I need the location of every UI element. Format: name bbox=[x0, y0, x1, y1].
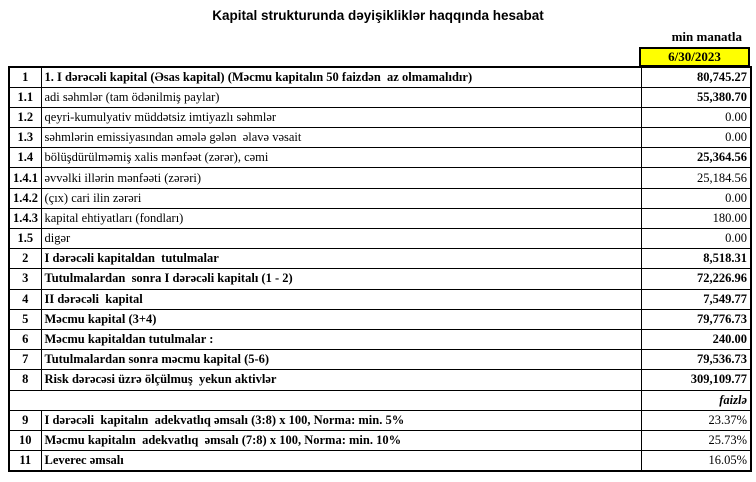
row-label-cell: Risk dərəcəsi üzrə ölçülmuş yekun aktivlər bbox=[41, 370, 641, 390]
row-label-cell: kapital ehtiyatları (fondları) bbox=[41, 208, 641, 228]
row-number-cell: 4 bbox=[9, 289, 41, 309]
row-value-cell: 25.73% bbox=[641, 430, 751, 450]
table-row bbox=[9, 269, 751, 289]
table-row bbox=[9, 229, 751, 249]
row-value-cell: 8,518.31 bbox=[641, 249, 751, 269]
row-number-cell: 11 bbox=[9, 451, 41, 471]
row-value-cell: 25,184.56 bbox=[641, 168, 751, 188]
section-spacer-cell bbox=[9, 390, 641, 410]
row-label-cell: Leverec əmsalı bbox=[41, 451, 641, 471]
row-value-cell: 180.00 bbox=[641, 208, 751, 228]
row-value-cell: 25,364.56 bbox=[641, 148, 751, 168]
row-number-cell: 1.5 bbox=[9, 229, 41, 249]
row-label-cell: I dərəcəli kapitalın adekvatlıq əmsalı (3:8) x 100, Norma: min. 5% bbox=[41, 410, 641, 430]
table-row bbox=[9, 309, 751, 329]
row-value-cell: 0.00 bbox=[641, 229, 751, 249]
table-row bbox=[9, 188, 751, 208]
row-value-cell: 7,549.77 bbox=[641, 289, 751, 309]
row-number-cell: 3 bbox=[9, 269, 41, 289]
row-value-cell: 0.00 bbox=[641, 128, 751, 148]
section-label-cell: faizlə bbox=[641, 390, 751, 410]
row-value-cell: 55,380.70 bbox=[641, 87, 751, 107]
table-row bbox=[9, 289, 751, 309]
table-row bbox=[9, 128, 751, 148]
row-number-cell: 1.4.1 bbox=[9, 168, 41, 188]
row-label-cell: Tutulmalardan sonra məcmu kapital (5-6) bbox=[41, 350, 641, 370]
table-row bbox=[9, 410, 751, 430]
row-number-cell: 9 bbox=[9, 410, 41, 430]
row-label-cell: qeyri-kumulyativ müddətsiz imtiyazlı səhmlər bbox=[41, 107, 641, 127]
capital-structure-table bbox=[8, 66, 752, 472]
row-number-cell: 1.4 bbox=[9, 148, 41, 168]
row-value-cell: 79,776.73 bbox=[641, 309, 751, 329]
row-number-cell: 1.2 bbox=[9, 107, 41, 127]
row-number-cell: 7 bbox=[9, 350, 41, 370]
table-row bbox=[9, 107, 751, 127]
row-number-cell: 5 bbox=[9, 309, 41, 329]
row-value-cell: 240.00 bbox=[641, 329, 751, 349]
row-label-cell: adi səhmlər (tam ödənilmiş paylar) bbox=[41, 87, 641, 107]
row-value-cell: 16.05% bbox=[641, 451, 751, 471]
section-row bbox=[9, 390, 751, 410]
row-value-cell: 309,109.77 bbox=[641, 370, 751, 390]
table-row bbox=[9, 430, 751, 450]
row-label-cell: Məcmu kapital (3+4) bbox=[41, 309, 641, 329]
row-label-cell: əvvəlki illərin mənfəəti (zərəri) bbox=[41, 168, 641, 188]
row-label-cell: Tutulmalardan sonra I dərəcəli kapitalı (1 - 2) bbox=[41, 269, 641, 289]
table-row bbox=[9, 329, 751, 349]
row-number-cell: 8 bbox=[9, 370, 41, 390]
row-label-cell: Məcmu kapitalın adekvatlıq əmsalı (7:8) x 100, Norma: min. 10% bbox=[41, 430, 641, 450]
row-number-cell: 6 bbox=[9, 329, 41, 349]
page-title: Kapital strukturunda dəyişikliklər haqqında hesabat bbox=[212, 8, 544, 23]
row-label-cell: Məcmu kapitaldan tutulmalar : bbox=[41, 329, 641, 349]
table-row bbox=[9, 370, 751, 390]
table-row bbox=[9, 87, 751, 107]
row-value-cell: 79,536.73 bbox=[641, 350, 751, 370]
table-row bbox=[9, 168, 751, 188]
row-number-cell: 2 bbox=[9, 249, 41, 269]
capital-table-body bbox=[9, 67, 751, 471]
row-value-cell: 0.00 bbox=[641, 188, 751, 208]
date-header: 6/30/2023 bbox=[639, 47, 750, 67]
row-label-cell: digər bbox=[41, 229, 641, 249]
row-number-cell: 1 bbox=[9, 67, 41, 87]
row-value-cell: 72,226.96 bbox=[641, 269, 751, 289]
row-label-cell: 1. I dərəcəli kapital (Əsas kapital) (Məcmu kapitalın 50 faizdən az olmamalıdır) bbox=[41, 67, 641, 87]
row-label-cell: (çıx) cari ilin zərəri bbox=[41, 188, 641, 208]
row-label-cell: səhmlərin emissiyasından əmələ gələn əlavə vəsait bbox=[41, 128, 641, 148]
row-number-cell: 1.3 bbox=[9, 128, 41, 148]
row-value-cell: 0.00 bbox=[641, 107, 751, 127]
table-row bbox=[9, 148, 751, 168]
row-label-cell: II dərəcəli kapital bbox=[41, 289, 641, 309]
table-row bbox=[9, 249, 751, 269]
table-row bbox=[9, 67, 751, 87]
unit-label: min manatla bbox=[671, 29, 742, 44]
table-row bbox=[9, 350, 751, 370]
row-number-cell: 1.4.2 bbox=[9, 188, 41, 208]
row-number-cell: 10 bbox=[9, 430, 41, 450]
row-label-cell: bölüşdürülməmiş xalis mənfəət (zərər), cəmi bbox=[41, 148, 641, 168]
row-value-cell: 23.37% bbox=[641, 410, 751, 430]
row-number-cell: 1.4.3 bbox=[9, 208, 41, 228]
row-value-cell: 80,745.27 bbox=[641, 67, 751, 87]
table-row bbox=[9, 451, 751, 471]
table-row bbox=[9, 208, 751, 228]
row-number-cell: 1.1 bbox=[9, 87, 41, 107]
row-label-cell: I dərəcəli kapitaldan tutulmalar bbox=[41, 249, 641, 269]
